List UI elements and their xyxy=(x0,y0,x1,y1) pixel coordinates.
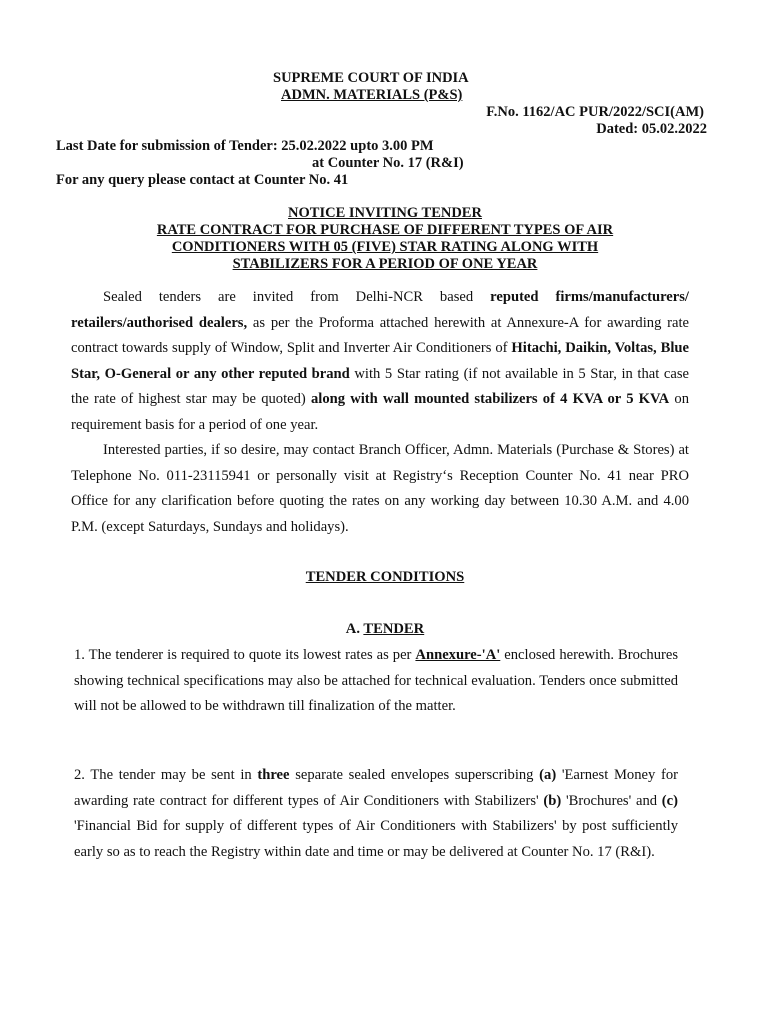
intro-body xyxy=(71,285,689,540)
tender-conditions-heading: TENDER CONDITIONS xyxy=(305,569,465,585)
document-date: Dated: 05.02.2022 xyxy=(596,121,707,137)
notice-title: NOTICE INVITING TENDER xyxy=(288,205,482,221)
query-line: For any query please contact at Counter No. 41 xyxy=(56,172,349,188)
court-name: SUPREME COURT OF INDIA xyxy=(273,70,469,86)
intro-paragraph-2: Interested parties, if so desire, may contact Branch Officer, Admn. Materials (Purchase & Stores) at Telephone No. 011-23115941 or personally visit at Registry‘s Reception Counter No. 41 near PRO Office for any clarification before quoting the rates on any working day between 10.30 A.M. and 4.00 P.M. (except Saturdays, Sundays and holidays). xyxy=(71,442,689,535)
counter-line: at Counter No. 17 (R&I) xyxy=(312,155,464,171)
file-number: F.No. 1162/AC PUR/2022/SCI(AM) xyxy=(486,104,704,120)
last-date-line: Last Date for submission of Tender: 25.02.2022 upto 3.00 PM xyxy=(56,138,434,154)
condition-item-2: 2. The tender may be sent in three separate sealed envelopes superscribing (a) 'Earnest Money for awarding rate contract for different types of Air Conditioners with Stabilizers' (b) 'Brochures' and (c) 'Financial Bid for supply of different types of Air Conditioners with Stabilizers' by post sufficiently early so as to reach the Registry within date and time or may be delivered at Counter No. 17 (R&I). xyxy=(74,767,678,860)
department-name: ADMN. MATERIALS (P&S) xyxy=(281,87,463,103)
condition-item-1: 1. The tenderer is required to quote its lowest rates as per Annexure-'A' enclosed herewith. Brochures showing technical specifications may also be attached for technical evaluation. Tenders once submitted will not be allowed to be withdrawn till finalization of the matter. xyxy=(74,647,679,714)
notice-subject-line-3: STABILIZERS FOR A PERIOD OF ONE YEAR xyxy=(232,256,538,272)
notice-subject-line-1: RATE CONTRACT FOR PURCHASE OF DIFFERENT TYPES OF AIR xyxy=(156,222,614,238)
notice-subject-line-2: CONDITIONERS WITH 05 (FIVE) STAR RATING ALONG WITH xyxy=(171,239,599,255)
section-a-heading: A. TENDER xyxy=(345,621,425,637)
intro-paragraph-1: Sealed tenders are invited from Delhi-NCR based reputed firms/manufacturers/ retailers/authorised dealers, as per the Proforma attached herewith at Annexure-A for awarding rate contract towards supply of Window, Split and Inverter Air Conditioners of Hitachi, Daikin, Voltas, Blue Star, O-General or any other reputed brand with 5 Star rating (if not available in 5 Star, in that case the rate of highest star may be quoted) along with wall mounted stabilizers of 4 KVA or 5 KVA on requirement basis for a period of one year. xyxy=(71,289,690,433)
